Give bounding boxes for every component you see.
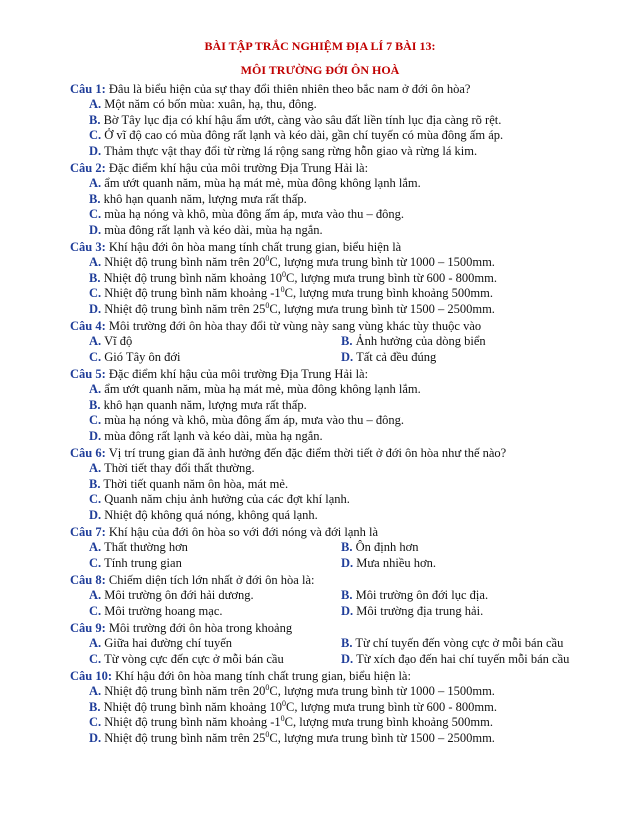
option-letter: A. bbox=[89, 382, 102, 396]
option-letter: B. bbox=[341, 636, 353, 650]
degree-superscript: 0 bbox=[265, 300, 270, 310]
answer-option bbox=[341, 652, 606, 668]
option-letter: D. bbox=[341, 349, 354, 364]
answer-option bbox=[89, 684, 606, 700]
question-label: Câu 10: bbox=[70, 669, 113, 683]
option-letter: D. bbox=[341, 651, 354, 666]
option-text: ẩm ướt quanh năm, mùa hạ mát mẻ, mùa đông không lạnh lắm. bbox=[104, 176, 421, 190]
answer-option bbox=[89, 413, 606, 429]
option-letter: B. bbox=[89, 397, 101, 412]
answer-option bbox=[89, 604, 341, 620]
answer-option bbox=[341, 604, 606, 620]
answer-option bbox=[89, 588, 341, 604]
answer-option bbox=[89, 508, 606, 524]
answer-option bbox=[89, 477, 606, 493]
option-letter: D. bbox=[89, 507, 102, 522]
option-text: Nhiệt độ trung bình năm khoảng $10^0C$, lượng mưa trung bình từ 600 - 800mm. bbox=[103, 698, 498, 714]
question-label: Câu 7: bbox=[70, 525, 106, 539]
answer-option bbox=[89, 144, 606, 160]
answer-option bbox=[89, 207, 606, 223]
answer-option bbox=[89, 255, 606, 271]
option-text: Giữa hai đường chí tuyến bbox=[104, 636, 233, 650]
question-list bbox=[0, 82, 640, 748]
option-letter: C. bbox=[89, 651, 102, 666]
option-letter: D. bbox=[341, 603, 354, 618]
option-text: Nhiệt độ trung bình năm trên $20^0C$, lượng mưa trung bình từ 1000 – 1500mm. bbox=[104, 253, 495, 269]
question-text: Khí hậu đới ôn hòa mang tính chất trung gian, biểu hiện là bbox=[108, 240, 402, 254]
option-letter: D. bbox=[89, 730, 102, 745]
option-text: Nhiệt độ trung bình năm trên $20^0C$, lượng mưa trung bình từ 1000 – 1500mm. bbox=[104, 682, 495, 698]
option-text: Nhiệt độ trung bình năm khoảng $10^0C$, lượng mưa trung bình từ 600 - 800mm. bbox=[103, 269, 498, 285]
option-letter: D. bbox=[89, 428, 102, 443]
question-text: Khí hậu đới ôn hòa mang tính chất trung gian, biểu hiện là: bbox=[115, 669, 411, 683]
degree-superscript: 0 bbox=[265, 729, 270, 739]
option-text: Từ xích đạo đến hai chí tuyến mỗi bán cầu bbox=[356, 651, 570, 666]
question-stem bbox=[70, 525, 606, 540]
answer-option bbox=[89, 271, 606, 287]
option-text: Nhiệt độ trung bình năm trên $25^0C$, lượng mưa trung bình từ 1500 – 2500mm. bbox=[104, 300, 495, 316]
question-stem bbox=[70, 573, 606, 588]
answer-option bbox=[89, 461, 606, 477]
answer-option bbox=[89, 223, 606, 239]
option-text: Từ chí tuyến đến vòng cực ở mỗi bán cầu bbox=[355, 636, 564, 650]
option-text: khô hạn quanh năm, lượng mưa rất thấp. bbox=[103, 191, 307, 206]
option-text: mùa hạ nóng và khô, mùa đông ấm áp, mưa vào thu – đông. bbox=[104, 207, 405, 221]
option-letter: A. bbox=[89, 684, 102, 698]
option-text: Vĩ độ bbox=[104, 334, 133, 348]
option-letter: C. bbox=[89, 555, 102, 570]
answer-option bbox=[89, 192, 606, 208]
question-label: Câu 2: bbox=[70, 161, 106, 175]
answer-options bbox=[70, 588, 606, 619]
answer-option bbox=[341, 556, 606, 572]
question-6 bbox=[70, 446, 606, 525]
question-5 bbox=[70, 367, 606, 446]
option-text: khô hạn quanh năm, lượng mưa rất thấp. bbox=[103, 397, 307, 412]
option-letter: A. bbox=[89, 334, 102, 348]
answer-options bbox=[70, 461, 606, 523]
answer-options bbox=[70, 334, 606, 365]
answer-option bbox=[89, 128, 606, 144]
option-text: Môi trường địa trung hải. bbox=[356, 603, 484, 618]
option-letter: A. bbox=[89, 636, 102, 650]
degree-superscript: 0 bbox=[282, 269, 287, 279]
answer-option bbox=[89, 176, 606, 192]
option-letter: C. bbox=[89, 207, 102, 221]
worksheet-subtitle: MÔI TRƯỜNG ĐỚI ÔN HOÀ bbox=[240, 63, 400, 77]
question-label: Câu 1: bbox=[70, 82, 106, 96]
answer-option bbox=[89, 540, 341, 556]
question-8 bbox=[70, 573, 606, 621]
answer-option bbox=[89, 302, 606, 318]
option-letter: B. bbox=[89, 699, 101, 714]
answer-options bbox=[70, 382, 606, 444]
option-letter: D. bbox=[89, 301, 102, 316]
option-letter: B. bbox=[341, 588, 353, 602]
option-text: Ôn định hơn bbox=[355, 540, 419, 554]
option-letter: B. bbox=[89, 476, 101, 491]
option-letter: B. bbox=[89, 191, 101, 206]
worksheet-page bbox=[0, 38, 640, 748]
option-text: Thảm thực vật thay đổi từ rừng lá rộng sang rừng hỗn giao và rừng lá kim. bbox=[104, 143, 478, 158]
question-label: Câu 9: bbox=[70, 621, 106, 635]
option-letter: C. bbox=[89, 349, 102, 364]
option-letter: B. bbox=[89, 112, 101, 127]
answer-options bbox=[70, 540, 606, 571]
answer-option bbox=[89, 113, 606, 129]
question-3 bbox=[70, 240, 606, 319]
answer-option bbox=[89, 636, 341, 652]
option-text: ẩm ướt quanh năm, mùa hạ mát mẻ, mùa đông không lạnh lắm. bbox=[104, 382, 421, 396]
question-stem bbox=[70, 161, 606, 176]
question-text: Đặc điểm khí hậu của môi trường Địa Trung Hải là: bbox=[108, 367, 369, 381]
option-letter: A. bbox=[89, 540, 102, 554]
option-text: Ảnh hưởng của dòng biển bbox=[355, 334, 486, 348]
option-letter: B. bbox=[341, 540, 353, 554]
answer-option bbox=[89, 286, 606, 302]
answer-option bbox=[89, 398, 606, 414]
question-stem bbox=[70, 669, 606, 684]
answer-option bbox=[341, 334, 606, 350]
option-letter: D. bbox=[89, 222, 102, 237]
option-text: Nhiệt độ trung bình năm trên $25^0C$, lượng mưa trung bình từ 1500 – 2500mm. bbox=[104, 729, 495, 745]
answer-option bbox=[89, 715, 606, 731]
answer-option bbox=[341, 636, 606, 652]
option-letter: A. bbox=[89, 176, 102, 190]
option-text: Gió Tây ôn đới bbox=[104, 349, 181, 364]
option-text: Nhiệt độ trung bình năm khoảng $-1^0C$, lượng mưa trung bình khoảng 500mm. bbox=[104, 284, 493, 300]
answer-option bbox=[341, 588, 606, 604]
option-letter: C. bbox=[89, 715, 102, 729]
option-letter: D. bbox=[89, 143, 102, 158]
option-text: Ở vĩ độ cao có mùa đông rất lạnh và kéo dài, gần chí tuyến có mùa đông ấm áp. bbox=[104, 128, 504, 142]
question-2 bbox=[70, 161, 606, 240]
degree-superscript: 0 bbox=[280, 713, 285, 723]
question-9 bbox=[70, 621, 606, 669]
degree-superscript: 0 bbox=[265, 682, 270, 692]
question-stem bbox=[70, 240, 606, 255]
answer-option bbox=[341, 540, 606, 556]
question-stem bbox=[70, 367, 606, 382]
option-letter: A. bbox=[89, 461, 102, 475]
option-letter: C. bbox=[89, 492, 102, 506]
answer-option bbox=[89, 731, 606, 747]
question-stem bbox=[70, 319, 606, 334]
option-text: Tất cả đều đúng bbox=[356, 349, 437, 364]
question-text: Vị trí trung gian đã ảnh hưởng đến đặc điểm thời tiết ở đới ôn hòa như thế nào? bbox=[108, 446, 507, 460]
answer-option bbox=[89, 334, 341, 350]
option-text: Bờ Tây lục địa có khí hậu ẩm ướt, càng vào sâu đất liền tính lục địa càng rõ rệt. bbox=[103, 112, 502, 127]
option-text: Tính trung gian bbox=[104, 555, 182, 570]
option-text: Thời tiết thay đổi thất thường. bbox=[104, 461, 255, 475]
question-stem bbox=[70, 621, 606, 636]
answer-option bbox=[89, 350, 341, 366]
question-label: Câu 4: bbox=[70, 319, 106, 333]
option-text: Thất thường hơn bbox=[104, 540, 188, 554]
question-label: Câu 8: bbox=[70, 573, 106, 587]
option-letter: B. bbox=[89, 270, 101, 285]
answer-options bbox=[70, 255, 606, 317]
question-10 bbox=[70, 669, 606, 748]
option-text: mùa đông rất lạnh và kéo dài, mùa hạ ngắn. bbox=[104, 222, 323, 237]
answer-option bbox=[89, 652, 341, 668]
option-letter: C. bbox=[89, 603, 102, 618]
option-text: Nhiệt độ trung bình năm khoảng $-1^0C$, lượng mưa trung bình khoảng 500mm. bbox=[104, 713, 493, 729]
answer-options bbox=[70, 684, 606, 746]
question-label: Câu 5: bbox=[70, 367, 106, 381]
answer-options bbox=[70, 97, 606, 159]
degree-superscript: 0 bbox=[265, 253, 270, 263]
degree-superscript: 0 bbox=[282, 698, 287, 708]
option-text: Một năm có bốn mùa: xuân, hạ, thu, đông. bbox=[104, 97, 317, 111]
option-text: Môi trường hoang mạc. bbox=[104, 603, 223, 618]
answer-option bbox=[89, 492, 606, 508]
question-text: Khí hậu của đới ôn hòa so với đới nóng và đới lạnh là bbox=[108, 525, 379, 539]
option-letter: C. bbox=[89, 286, 102, 300]
option-text: Nhiệt độ không quá nóng, không quá lạnh. bbox=[104, 507, 318, 522]
option-text: Môi trường ôn đới hải dương. bbox=[104, 588, 254, 602]
degree-superscript: 0 bbox=[280, 284, 285, 294]
option-text: Quanh năm chịu ảnh hưởng của các đợt khí lạnh. bbox=[104, 492, 350, 506]
option-letter: A. bbox=[89, 97, 102, 111]
question-7 bbox=[70, 525, 606, 573]
answer-option bbox=[89, 382, 606, 398]
option-letter: A. bbox=[89, 255, 102, 269]
answer-option bbox=[89, 429, 606, 445]
option-letter: D. bbox=[341, 555, 354, 570]
option-letter: C. bbox=[89, 128, 102, 142]
option-text: Từ vòng cực đến cực ở mỗi bán cầu bbox=[104, 651, 284, 666]
option-letter: C. bbox=[89, 413, 102, 427]
question-text: Môi trường đới ôn hòa thay đổi từ vùng này sang vùng khác tùy thuộc vào bbox=[108, 319, 482, 333]
worksheet-title: BÀI TẬP TRẮC NGHIỆM ĐỊA LÍ 7 BÀI 13: bbox=[204, 39, 436, 53]
option-letter: A. bbox=[89, 588, 102, 602]
option-text: mùa hạ nóng và khô, mùa đông ấm áp, mưa vào thu – đông. bbox=[104, 413, 405, 427]
answer-options bbox=[70, 176, 606, 238]
question-text: Môi trường đới ôn hòa trong khoảng bbox=[108, 621, 293, 635]
question-stem bbox=[70, 446, 606, 461]
question-stem bbox=[70, 82, 606, 97]
option-text: Thời tiết quanh năm ôn hòa, mát mẻ. bbox=[103, 476, 289, 491]
question-1 bbox=[70, 82, 606, 161]
option-letter: B. bbox=[341, 334, 353, 348]
answer-option bbox=[89, 97, 606, 113]
answer-option bbox=[89, 556, 341, 572]
answer-option bbox=[89, 700, 606, 716]
question-text: Đâu là biểu hiện của sự thay đổi thiên nhiên theo bắc nam ở đới ôn hòa? bbox=[108, 82, 471, 96]
question-text: Đặc điểm khí hậu của môi trường Địa Trung Hải là: bbox=[108, 161, 369, 175]
question-text: Chiếm diện tích lớn nhất ở đới ôn hòa là: bbox=[108, 573, 315, 587]
answer-options bbox=[70, 636, 606, 667]
question-4 bbox=[70, 319, 606, 367]
question-label: Câu 3: bbox=[70, 240, 106, 254]
answer-option bbox=[341, 350, 606, 366]
option-text: Mưa nhiều hơn. bbox=[356, 555, 436, 570]
question-label: Câu 6: bbox=[70, 446, 106, 460]
option-text: mùa đông rất lạnh và kéo dài, mùa hạ ngắn. bbox=[104, 428, 323, 443]
option-text: Môi trường ôn đới lục địa. bbox=[355, 588, 489, 602]
